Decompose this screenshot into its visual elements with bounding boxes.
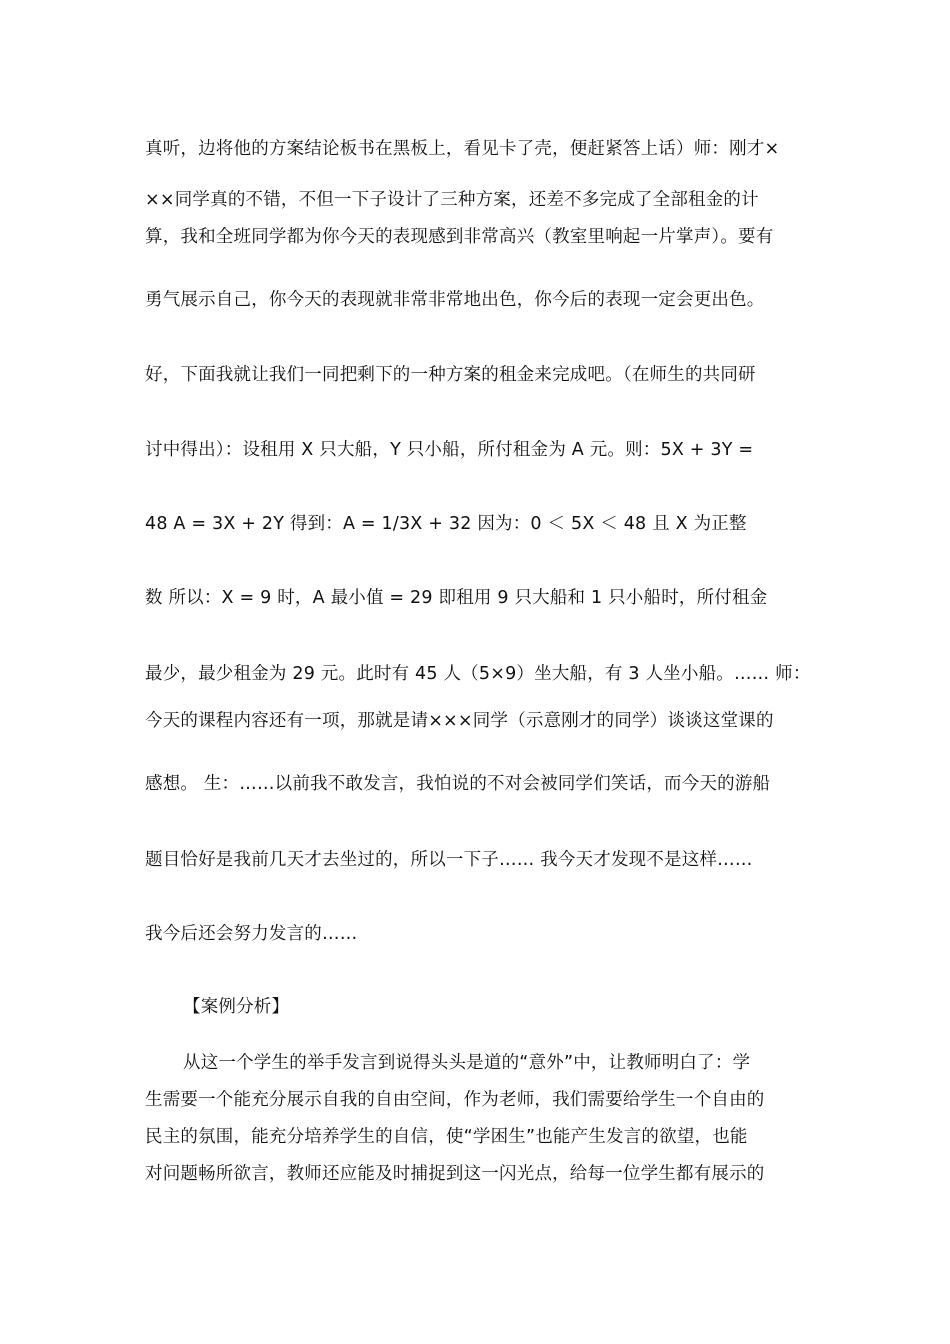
body-text-line: 好，下面我就让我们一同把剩下的一种方案的租金来完成吧。（在师生的共同研 [145,365,756,385]
body-text-line: 感想。 生：……以前我不敢发言，我怕说的不对会被同学们笑话，而今天的游船 [145,774,771,794]
body-text-line: 今天的课程内容还有一项，那就是请×××同学（示意刚才的同学）谈谈这堂课的 [145,711,774,731]
analysis-text-line: 从这一个学生的举手发言到说得头头是道的“意外”中，让教师明白了：学 [183,1053,751,1073]
body-text-line: 勇气展示自己，你今天的表现就非常非常地出色，你今后的表现一定会更出色。 [145,290,765,310]
body-text-line: 48 A = 3X + 2Y 得到：A = 1/3X + 32 因为：0 ＜ 5X ＜ 48 且 X 为正整 [145,514,747,534]
analysis-text-line: 对问题畅所欲言，教师还应能及时捕捉到这一闪光点，给每一位学生都有展示的 [145,1164,765,1184]
body-text-line: ××同学真的不错，不但一下子设计了三种方案，还差不多完成了全部租金的计 [145,190,759,210]
body-text-line: 最少，最少租金为 29 元。此时有 45 人（5×9）坐大船，有 3 人坐小船。…… 师： [145,664,811,684]
body-text-line: 真听，边将他的方案结论板书在黑板上，看见卡了壳，便赶紧答上话）师：刚才× [145,139,780,159]
body-text-line: 算，我和全班同学都为你今天的表现感到非常高兴（教室里响起一片掌声）。要有 [145,227,774,247]
body-text-line: 题目恰好是我前几天才去坐过的，所以一下子…… 我今天才发现不是这样…… [145,850,753,870]
body-text-line: 数 所以：X = 9 时，A 最小值 = 29 即租用 9 只大船和 1 只小船时，所付租金 [145,588,768,608]
section-heading: 【案例分析】 [183,997,290,1017]
body-text-line: 我今后还会努力发言的…… [145,924,358,944]
analysis-text-line: 生需要一个能充分展示自我的自由空间，作为老师，我们需要给学生一个自由的 [145,1090,765,1110]
body-text-line: 讨中得出）：设租用 X 只大船，Y 只小船，所付租金为 A 元。则：5X + 3Y = [145,440,754,460]
analysis-text-line: 民主的氛围，能充分培养学生的自信，使“学困生”也能产生发言的欲望，也能 [145,1127,748,1147]
